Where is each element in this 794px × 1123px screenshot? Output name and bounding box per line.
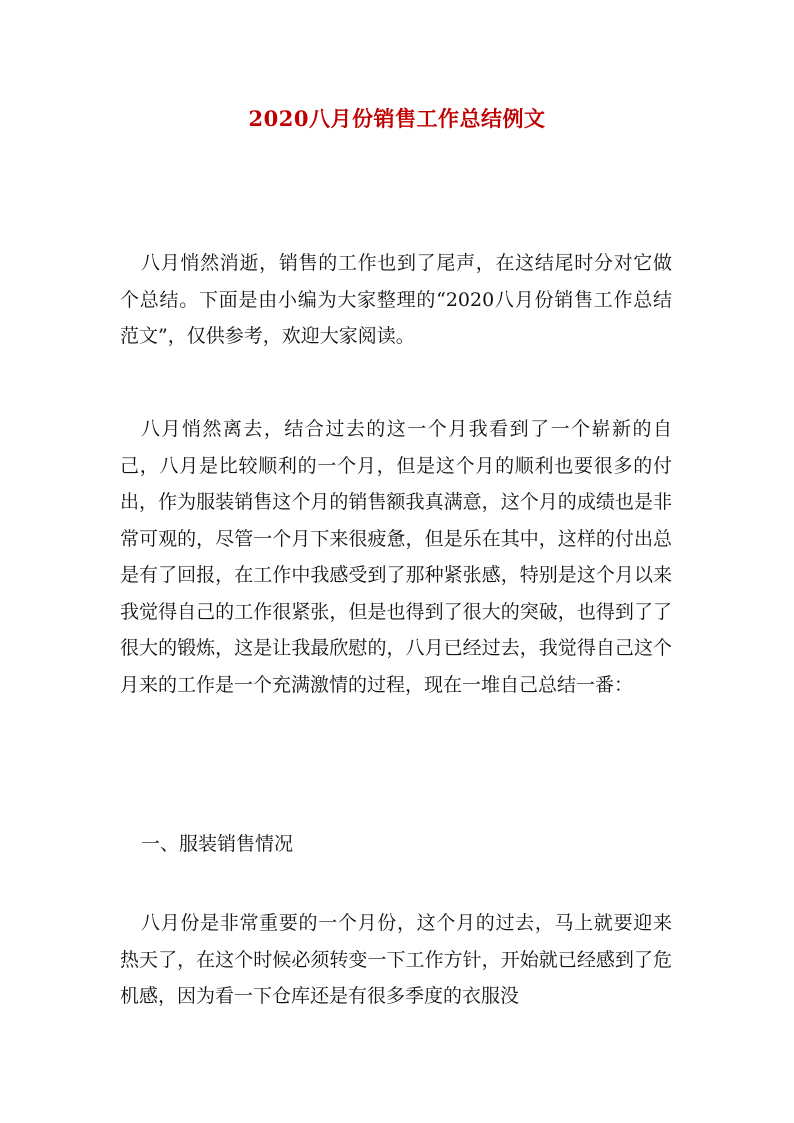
paragraph-intro: 八月悄然消逝，销售的工作也到了尾声，在这结尾时分对它做个总结。下面是由小编为大家整理的“2020八月份销售工作总结范文”，仅供参考，欢迎大家阅读。: [120, 252, 672, 347]
paragraph-summary: 八月悄然离去，结合过去的这一个月我看到了一个崭新的自己，八月是比较顺利的一个月，但是这个月的顺利也要很多的付出，作为服装销售这个月的销售额我真满意，这个月的成绩也是非常可观的，尽管一个月下来很疲惫，但是乐在其中，这样的付出总是有了回报，在工作中我感受到了那种紧张感，特别是这个月以来我觉得自己的工作很紧张，但是也得到了很大的突破，也得到了了很大的锻炼，这是让我最欣慰的，八月已经过去，我觉得自己这个月来的工作是一个充满激情的过程，现在一堆自己总结一番：: [120, 418, 672, 696]
paragraph-sales-situation: 八月份是非常重要的一个月份，这个月的过去，马上就要迎来热天了，在这个时候必须转变一下工作方针，开始就已经感到了危机感，因为看一下仓库还是有很多季度的衣服没: [120, 912, 672, 1007]
document-title: 2020八月份销售工作总结例文: [248, 106, 546, 131]
section-heading-sales: 一、服装销售情况: [141, 833, 294, 855]
